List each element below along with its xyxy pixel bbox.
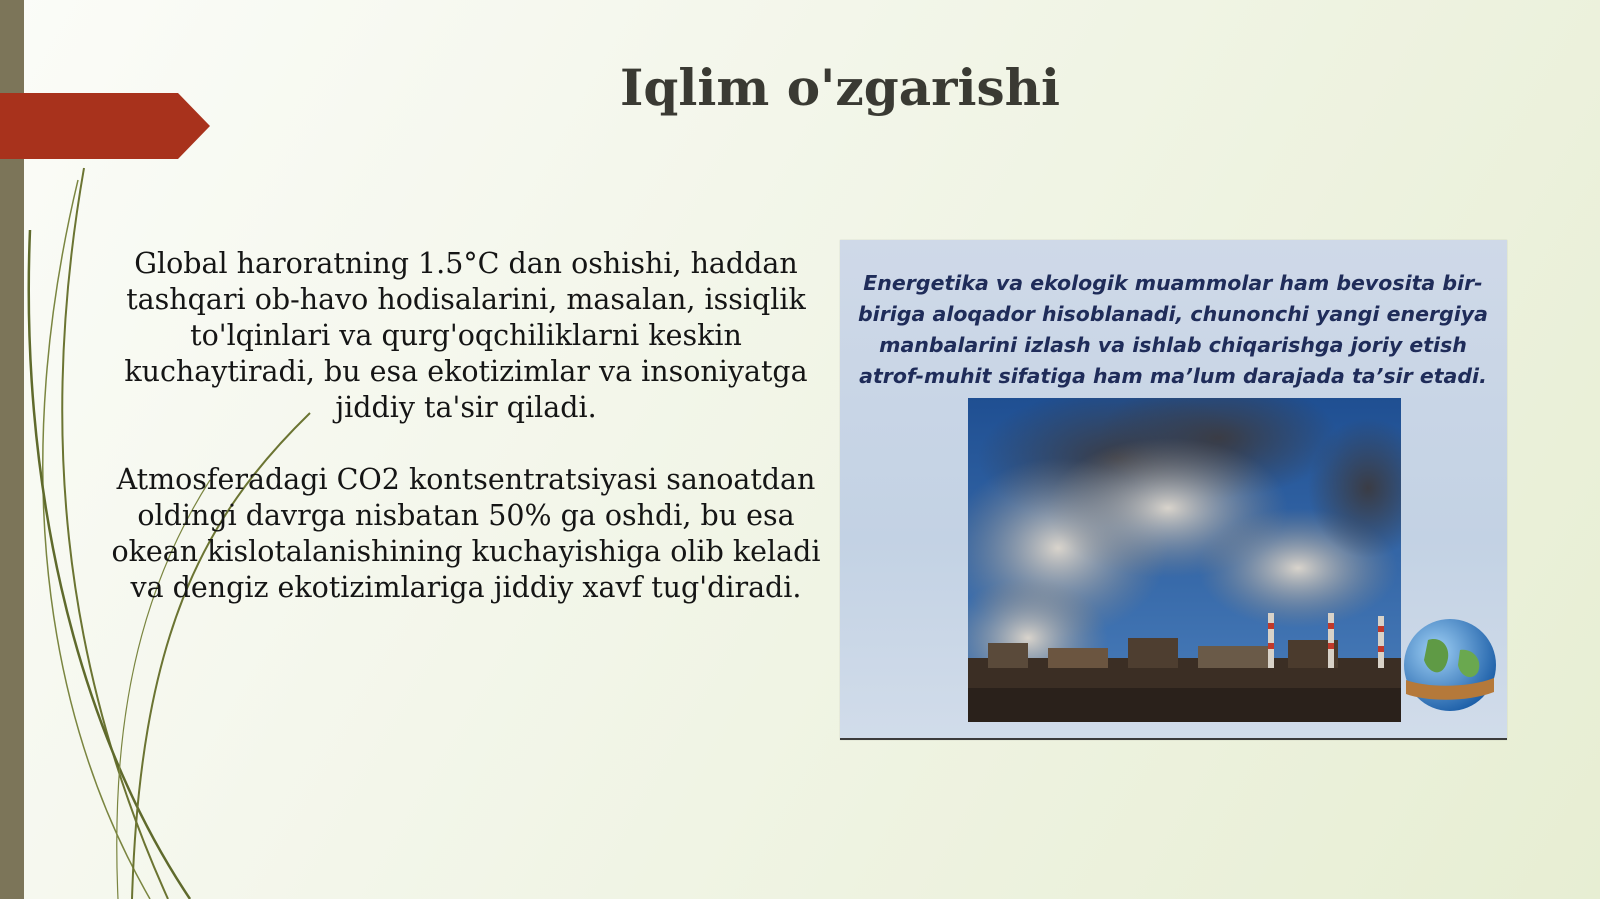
globe-icon xyxy=(1398,610,1502,730)
paragraph-1: Global haroratning 1.5°C dan oshishi, haddan tashqari ob-havo hodisalarini, masalan, issiqlik to'lqinlari va qurg'oqchiliklarni keskin kuchaytiradi, bu esa ekotizimlar va insoniyatga jiddiy ta'sir qiladi. xyxy=(124,247,808,424)
factory-smoke-photo xyxy=(968,398,1401,722)
image-caption: Energetika va ekologik muammolar ham bevosita bir-biriga aloqador hisoblanadi, chunonchi yangi energiya manbalarini izlash va ishlab chiqarishga joriy etish atrof-muhit sifatiga ham ma’lum darajada ta’sir etadi. xyxy=(858,271,1488,388)
slide-title: Iqlim o'zgarishi xyxy=(620,58,1060,117)
paragraph-2: Atmosferadagi CO2 kontsentratsiyasi sanoatdan oldingi davrga nisbatan 50% ga oshdi, bu esa okean kislotalanishining kuchayishiga olib keladi va dengiz ekotizimlariga jiddiy xavf tug'diradi. xyxy=(111,463,821,604)
energy-pollution-image xyxy=(840,240,1507,740)
slide-body xyxy=(108,246,824,642)
red-arrow-shape xyxy=(0,93,210,159)
